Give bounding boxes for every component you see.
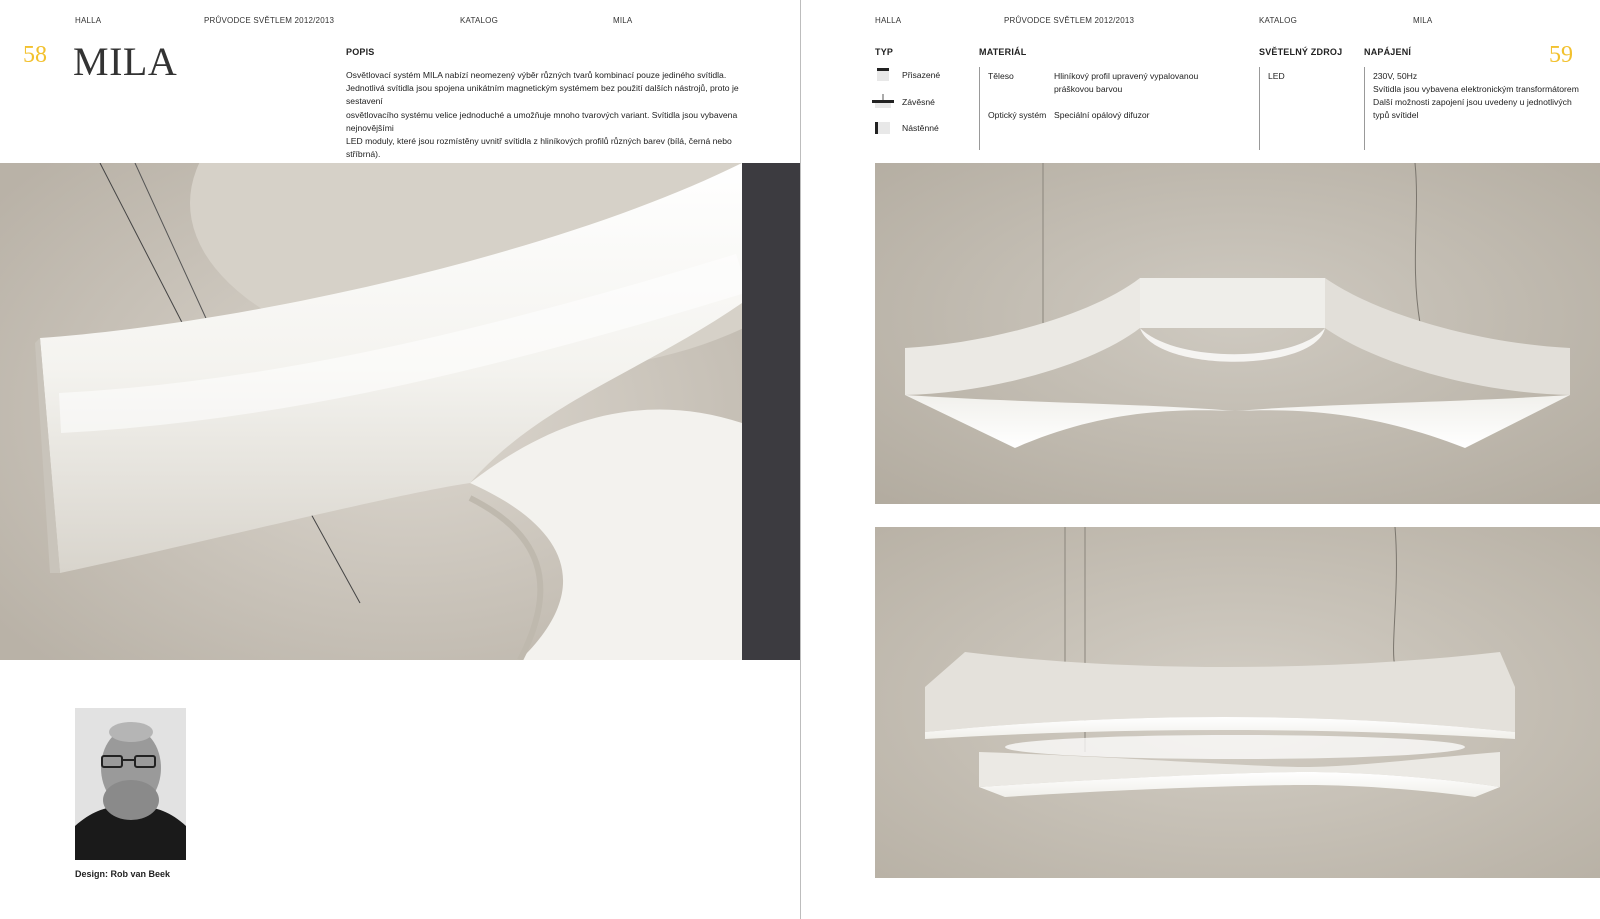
popis-line: LED moduly, které jsou rozmístěny uvnitř svítidla z hliníkových profilů různých barev (bílá, černá nebo stříbrná). <box>346 136 732 160</box>
header-catalog: KATALOG <box>460 16 499 25</box>
page-fold <box>800 0 801 919</box>
designer-caption: Design: Rob van Beek <box>75 869 171 879</box>
material-value <box>1054 70 1254 96</box>
designer-portrait <box>75 708 186 860</box>
power-line: 230V, 50Hz <box>1373 71 1418 81</box>
header-catalog: KATALOG <box>1259 16 1298 25</box>
luminaire-photo-single <box>875 163 1600 504</box>
type-wall <box>872 120 939 136</box>
power-text <box>1373 70 1595 122</box>
column-divider <box>1364 67 1365 150</box>
material-heading: MATERIÁL <box>979 47 1027 57</box>
material-value <box>1054 109 1254 122</box>
power-heading: NAPÁJENÍ <box>1364 47 1412 57</box>
type-label: Přisazené <box>902 69 941 80</box>
material-label: Těleso <box>988 71 1014 81</box>
material-value-line: Speciální opálový difuzor <box>1054 110 1150 120</box>
material-value-line: práškovou barvou <box>1054 84 1123 94</box>
light-source-value: LED <box>1268 71 1285 81</box>
header-guide: PRŮVODCE SVĚTLEM 2012/2013 <box>204 16 335 25</box>
popis-line: osvětlovacího systému velice jednoduché a umožňuje mnoho tvarových variant. Svítidla jsou vybavena nejnovějšími <box>346 109 738 133</box>
power-line: typů svítidel <box>1373 110 1419 120</box>
header-product: MILA <box>1413 16 1433 25</box>
dark-band <box>742 163 800 660</box>
ceiling-mount-icon <box>872 67 894 83</box>
popis-heading: POPIS <box>346 47 375 57</box>
header-brand: HALLA <box>75 16 102 25</box>
type-label: Nástěnné <box>902 122 939 133</box>
light-source-heading: SVĚTELNÝ ZDROJ <box>1259 47 1343 57</box>
power-line: Další možnosti zapojení jsou uvedeny u jednotlivých <box>1373 97 1572 107</box>
popis-line: Jednotlivá svítidla jsou spojena unikátním magnetickým systémem bez použití dalších nástrojů, proto je sestavení <box>346 83 739 107</box>
power-line: Svítidla jsou vybavena elektronickým transformátorem <box>1373 84 1579 94</box>
typ-heading: TYP <box>875 47 894 57</box>
material-label: Optický systém <box>988 110 1047 120</box>
page-number: 59 <box>1549 42 1573 68</box>
popis-line: Osvětlovací systém MILA nabízí neomezený výběr různých tvarů kombinací pouze jediného svítidla. <box>346 70 727 80</box>
header-guide: PRŮVODCE SVĚTLEM 2012/2013 <box>1004 16 1135 25</box>
header-product: MILA <box>613 16 633 25</box>
header-brand: HALLA <box>875 16 902 25</box>
luminaire-photo-stacked <box>875 527 1600 878</box>
luminaire-closeup-photo <box>0 163 742 660</box>
type-label: Závěsné <box>902 96 935 107</box>
type-ceiling <box>872 67 940 83</box>
wall-mount-icon <box>872 120 894 136</box>
page-number: 58 <box>23 42 47 68</box>
product-title: MILA <box>73 39 178 84</box>
column-divider <box>979 67 980 150</box>
column-divider <box>1259 67 1260 150</box>
popis-text <box>346 69 766 175</box>
material-value-line: Hliníkový profil upravený vypalovanou <box>1054 71 1199 81</box>
type-pendant <box>872 94 935 110</box>
pendant-icon <box>872 94 894 110</box>
